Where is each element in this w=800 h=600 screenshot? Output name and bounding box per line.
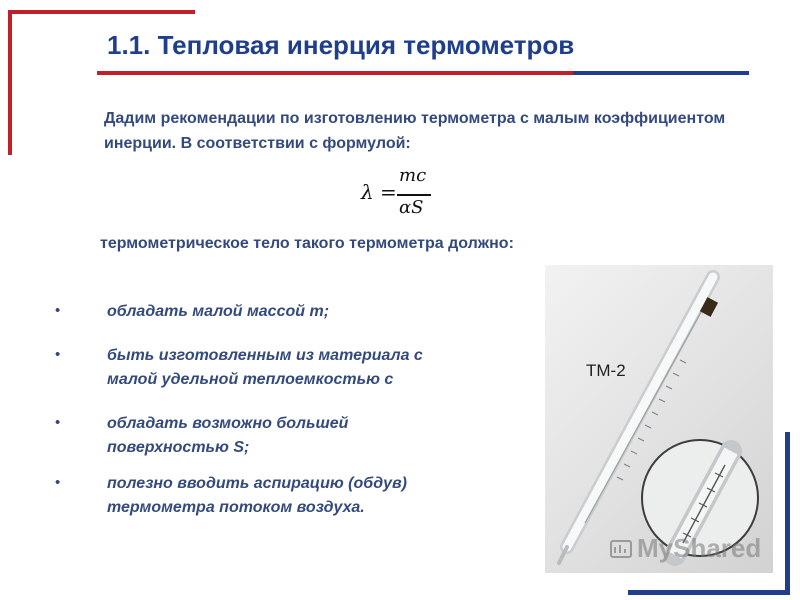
bullet-icon: • xyxy=(55,414,61,431)
list-item-text: полезно вводить аспирацию (обдув) термометра потоком воздуха. xyxy=(107,475,407,516)
requirements-heading: термометрическое тело такого термометра должно: xyxy=(100,235,514,252)
list-item-text: обладать возможно большей поверхностью S; xyxy=(107,415,349,456)
thermometer-illustration xyxy=(545,265,773,573)
formula-numerator: mc xyxy=(399,165,427,186)
frame-corner-bottom xyxy=(628,590,790,595)
title-underline-blue xyxy=(573,71,749,75)
slide-title: 1.1. Тепловая инерция термометров xyxy=(107,30,575,60)
bullet-icon: • xyxy=(55,302,61,319)
inertia-formula xyxy=(355,163,455,225)
fraction-line xyxy=(397,194,431,196)
list-item-text: быть изготовленным из материала с малой удельной теплоемкостью c xyxy=(107,347,423,388)
frame-corner-right xyxy=(785,432,790,595)
bullet-icon: • xyxy=(55,346,61,363)
bullet-icon: • xyxy=(55,474,61,491)
title-underline-red xyxy=(97,71,573,75)
intro-text: Дадим рекомендации по изготовлению термометра с малым коэффициентом инерции. В соответствии с формулой: xyxy=(104,110,726,152)
watermark-icon xyxy=(611,541,631,557)
thermometer-model-label: ТМ-2 xyxy=(586,361,626,380)
list-item-text: обладать малой массой m; xyxy=(107,303,330,320)
frame-corner-left xyxy=(8,10,12,155)
thermometer-photo xyxy=(545,265,773,573)
frame-corner-top xyxy=(8,10,195,14)
watermark-text: MyShared xyxy=(637,533,762,563)
formula-denominator: αS xyxy=(399,197,424,218)
formula-lhs: λ = xyxy=(361,180,397,204)
